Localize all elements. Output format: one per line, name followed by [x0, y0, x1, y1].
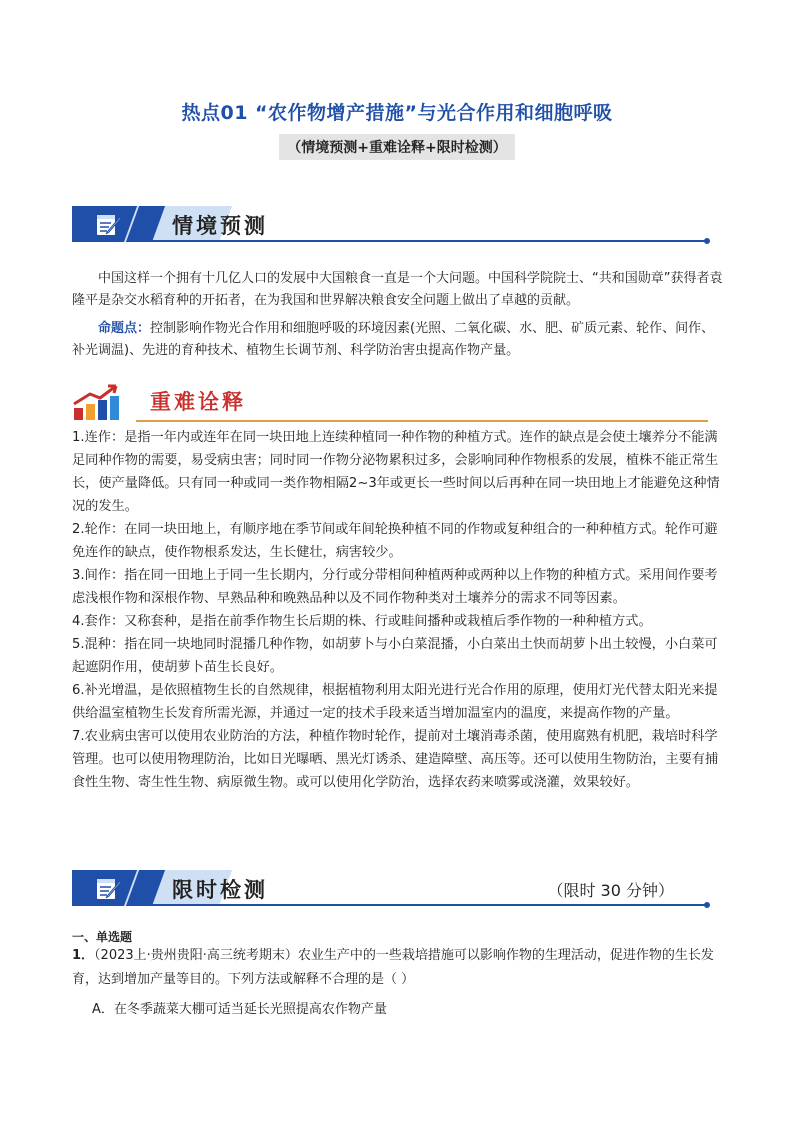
topic-label: 命题点： [98, 321, 151, 336]
list-item: 2.轮作：在同一块田地上，有顺序地在季节间或年间轮换种植不同的作物或复种组合的一种种植方式。轮作可避免连作的缺点，使作物根系发达，生长健壮，病害较少。 [72, 522, 718, 560]
question-type-heading: 一、单选题 [72, 930, 133, 944]
list-item: 3.间作：指在同一田地上于同一生长期内，分行或分带相间种植两种或两种以上作物的种植方式。采用间作要考虑浅根作物和深根作物、早熟品种和晚熟品种以及不同作物种类对土壤养分的需求不同等因素。 [72, 568, 718, 606]
section-banner-situation [72, 206, 708, 242]
list-item: 4.套作：又称套种，是指在前季作物生长后期的株、行或畦间播种或栽植后季作物的一种种植方式。 [72, 614, 652, 629]
section-title-timed-test: 限时检测 [172, 877, 268, 902]
notepad-pencil-icon [94, 211, 124, 237]
section-banner-key-points [72, 382, 708, 422]
page-subtitle: （情境预测+重难诠释+限时检测） [279, 134, 514, 160]
section1-paragraph: 中国这样一个拥有十几亿人口的发展中大国粮食一直是一个大问题。中国科学院院士、“共和国勋章”获得者袁隆平是杂交水稻育种的开拓者，在为我国和世界解决粮食安全问题上做出了卓越的贡献。 [72, 271, 723, 308]
section1-topic [72, 318, 724, 362]
list-item: 5.混种：指在同一块地同时混播几种作物，如胡萝卜与小白菜混播，小白菜出土快而胡萝卜出土较慢，小白菜可起遮阴作用，使胡萝卜苗生长良好。 [72, 637, 718, 675]
page-title: 热点01 “农作物增产措施”与光合作用和细胞呼吸 [181, 102, 613, 124]
question-1 [72, 944, 724, 992]
question-number: 1． [72, 948, 95, 963]
list-item: 6.补光增温，是依照植物生长的自然规律，根据植物利用太阳光进行光合作用的原理，使用灯光代替太阳光来提供给温室植物生长发育所需光源，并通过一定的技术手段来适当增加温室内的温度，来提高作物的产量。 [72, 683, 718, 721]
question-text: （2023上·贵州贵阳·高三统考期末）农业生产中的一些栽培措施可以影响作物的生理活动，促进作物的生长发育，达到增加产量等目的。下列方法或解释不合理的是（ ） [72, 948, 714, 987]
list-item: 1.连作：是指一年内或连年在同一块田地上连续种植同一种作物的种植方式。连作的缺点是会使土壤养分不能满足同种作物的需要，易受病虫害；同时同一作物分泌物累积过多，会影响同种作物根系的发展，植株不能正常生长，使产量降低。只有同一种或同一类作物相隔2~3年或更长一些时间以后再种在同一块田地上才能避免这种情况的发生。 [72, 430, 720, 514]
section-title-situation: 情境预测 [172, 213, 268, 238]
option-a: A．在冬季蔬菜大棚可适当延长光照提高农作物产量 [92, 1002, 387, 1017]
list-item: 7.农业病虫害可以使用农业防治的方法，种植作物时轮作，提前对土壤消毒杀菌，使用腐熟有机肥，栽培时科学管理。也可以使用物理防治，比如日光曝晒、黑光灯诱杀、建造障壁、高压等。还可以使用生物防治，主要有捕食性生物、寄生性生物、病原微生物。或可以使用化学防治，选择农药来喷雾或浇灌，效果较好。 [72, 729, 719, 790]
bar-chart-arrow-icon [72, 382, 128, 422]
time-limit-note: （限时 30 分钟） [547, 881, 674, 900]
topic-text: 控制影响作物光合作用和细胞呼吸的环境因素(光照、二氧化碳、水、肥、矿质元素、轮作、间作、补光调温)、先进的育种技术、植物生长调节剂、科学防治害虫提高作物产量。 [72, 321, 715, 358]
section-banner-timed-test [72, 870, 708, 906]
notepad-pencil-icon [94, 875, 124, 901]
section-title-key-points: 重难诠释 [150, 389, 246, 414]
key-points-list [72, 426, 724, 794]
